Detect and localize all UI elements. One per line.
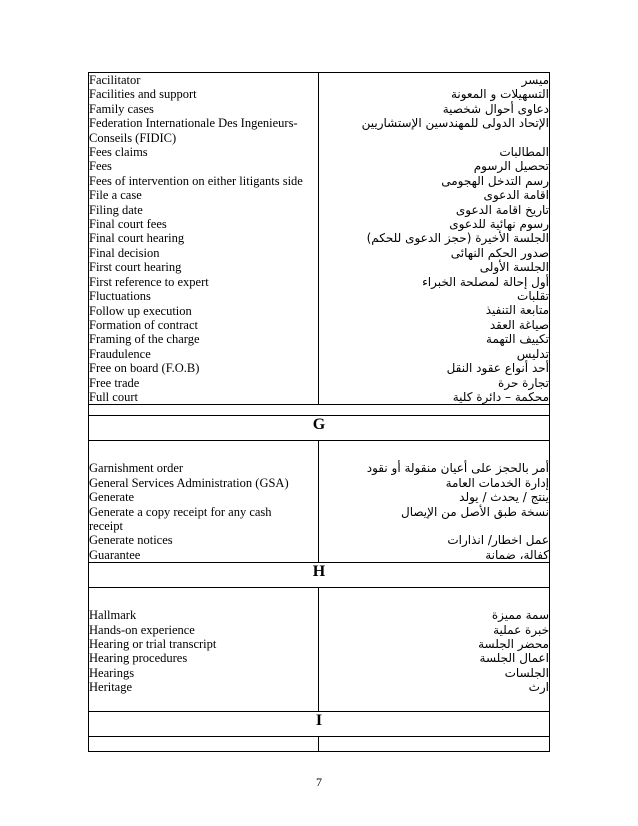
term-en: Framing of the charge bbox=[89, 332, 200, 347]
term-ar: الإتحاد الدولى للمهندسين الإستشاريين bbox=[361, 116, 549, 131]
term-en: Formation of contract bbox=[89, 317, 198, 332]
term-en: Follow up execution bbox=[89, 303, 192, 318]
term-en: General Services Administration (GSA) bbox=[89, 475, 289, 490]
term-en: Garnishment order bbox=[89, 461, 184, 476]
term-en: Conseils (FIDIC) bbox=[89, 130, 177, 145]
term-ar: ينتج / يحدث / يولد bbox=[459, 490, 549, 505]
section-i-arabic bbox=[319, 736, 550, 751]
glossary-table bbox=[88, 72, 550, 752]
term-ar: التسهيلات و المعونة bbox=[450, 87, 549, 102]
term-ar: تحصيل الرسوم bbox=[473, 159, 549, 174]
spacer-row bbox=[89, 405, 550, 416]
term-ar: الجلسة الأخيرة (حجز الدعوى للحكم) bbox=[366, 231, 549, 246]
letter-heading-g: G bbox=[89, 416, 550, 441]
section-i-english bbox=[89, 736, 319, 751]
term-en: Heritage bbox=[89, 680, 133, 695]
term-en: Hands-on experience bbox=[89, 622, 195, 637]
term-en: Generate bbox=[89, 490, 135, 505]
term-ar: اعمال الجلسة bbox=[479, 651, 549, 666]
term-ar: متابعة التنفيذ bbox=[485, 303, 549, 318]
term-ar: محكمة – دائرة كلية bbox=[452, 389, 549, 404]
term-ar: تدليس bbox=[516, 346, 549, 361]
term-ar: اقامة الدعوى bbox=[483, 188, 549, 203]
term-ar: تكييف التهمة bbox=[486, 332, 549, 347]
term-en: receipt bbox=[89, 518, 124, 533]
term-ar: صدور الحكم النهائى bbox=[450, 245, 549, 260]
page-number: 7 bbox=[316, 775, 322, 789]
term-ar: تاريخ اقامة الدعوى bbox=[455, 202, 549, 217]
term-en: Hearings bbox=[89, 665, 135, 680]
section-h-english bbox=[89, 588, 319, 711]
term-ar: تجارة حرة bbox=[498, 375, 549, 390]
term-en: Fraudulence bbox=[89, 346, 151, 361]
term-en: File a case bbox=[89, 188, 142, 203]
term-ar: أول إحالة لمصلحة الخبراء bbox=[422, 274, 549, 289]
term-en: Fees of intervention on either litigants side bbox=[89, 173, 303, 188]
term-ar: دعاوى أحوال شخصية bbox=[442, 101, 549, 116]
term-ar: الجلسة الأولى bbox=[479, 260, 549, 275]
term-ar: نسخة طبق الأصل من الإيصال bbox=[401, 504, 549, 519]
term-ar: سمة مميزة bbox=[491, 608, 549, 623]
term-en: Final decision bbox=[89, 245, 160, 260]
section-h-row bbox=[89, 588, 550, 711]
section-f-arabic bbox=[319, 73, 550, 405]
term-en: Generate notices bbox=[89, 533, 173, 548]
term-en: Fees claims bbox=[89, 145, 148, 160]
term-ar: ارث bbox=[528, 680, 549, 695]
letter-heading-i: I bbox=[89, 711, 550, 736]
term-en: Hearing procedures bbox=[89, 651, 188, 666]
term-ar: عمل اخطار/ انذارات bbox=[447, 533, 549, 548]
section-f-row bbox=[89, 73, 550, 405]
term-ar: صياغة العقد bbox=[489, 317, 549, 332]
term-ar: رسوم نهائية للدعوى bbox=[449, 217, 549, 232]
term-en: Final court hearing bbox=[89, 231, 185, 246]
term-en: Final court fees bbox=[89, 217, 167, 232]
section-g-english bbox=[89, 441, 319, 563]
term-ar: محضر الجلسة bbox=[478, 637, 549, 651]
term-en: Generate a copy receipt for any cash bbox=[89, 504, 272, 519]
term-ar: كفالة، ضمانة bbox=[485, 547, 549, 562]
section-g-header bbox=[89, 416, 550, 441]
term-en: First reference to expert bbox=[89, 274, 209, 289]
term-en: Free on board (F.O.B) bbox=[89, 361, 200, 376]
term-en: Fluctuations bbox=[89, 289, 151, 304]
term-en: Facilitator bbox=[89, 73, 141, 87]
term-ar: أمر بالحجز على أعيان منقولة أو نقود bbox=[366, 461, 549, 476]
section-h-header bbox=[89, 563, 550, 588]
section-f-english bbox=[89, 73, 319, 405]
term-ar: خبرة عملية bbox=[493, 622, 549, 637]
term-en: Family cases bbox=[89, 101, 154, 116]
term-en: Guarantee bbox=[89, 547, 141, 562]
section-g-row bbox=[89, 441, 550, 563]
term-ar: رسم التدخل الهجومى bbox=[441, 173, 549, 188]
term-en: First court hearing bbox=[89, 260, 182, 275]
term-en: Full court bbox=[89, 389, 138, 404]
letter-heading-h: H bbox=[89, 563, 550, 588]
section-i-row bbox=[89, 736, 550, 751]
section-i-header bbox=[89, 711, 550, 736]
term-ar: أحد أنواع عقود النقل bbox=[446, 361, 549, 376]
term-en: Federation Internationale Des Ingenieurs- bbox=[89, 116, 298, 131]
term-ar: إدارة الخدمات العامة bbox=[445, 475, 549, 490]
section-h-arabic bbox=[319, 588, 550, 711]
term-en: Facilities and support bbox=[89, 87, 197, 102]
term-ar: ميسر bbox=[521, 73, 549, 87]
term-en: Hallmark bbox=[89, 608, 137, 623]
term-ar: تقلبات bbox=[517, 289, 549, 304]
term-ar: الجلسات bbox=[504, 665, 549, 680]
term-en: Hearing or trial transcript bbox=[89, 637, 217, 651]
term-en: Free trade bbox=[89, 375, 140, 390]
term-ar: المطالبات bbox=[499, 145, 549, 160]
term-en: Fees bbox=[89, 159, 112, 174]
section-g-arabic bbox=[319, 441, 550, 563]
term-ar bbox=[319, 131, 549, 145]
term-ar bbox=[319, 519, 549, 533]
term-en: Filing date bbox=[89, 202, 143, 217]
